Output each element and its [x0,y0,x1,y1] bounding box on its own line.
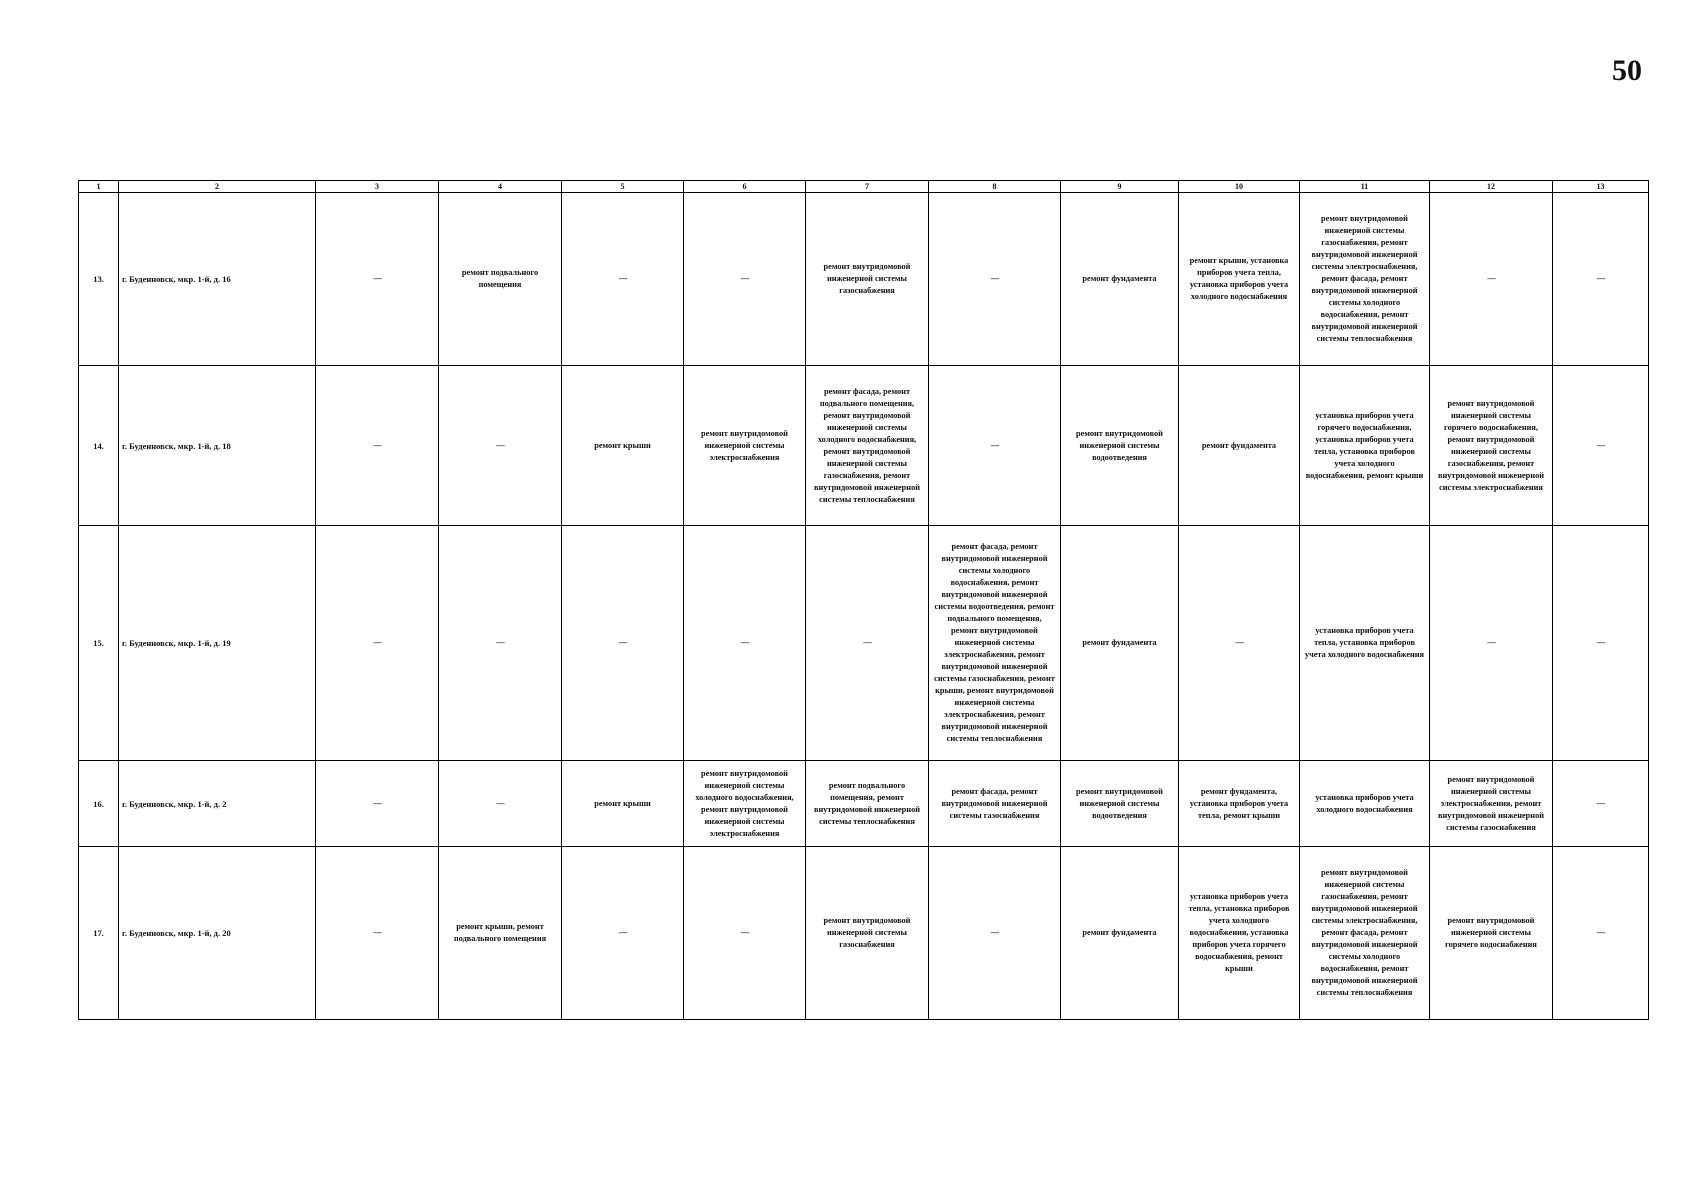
column-header: 12 [1430,181,1553,193]
column-header: 6 [684,181,806,193]
row-address: г. Буденновск, мкр. 1-й, д. 19 [119,526,316,761]
table-cell: ремонт внутридомовой инженерной системы холодного водоснабжения, ремонт внутридомовой инженерной системы электроснабжения [684,761,806,847]
table-cell: — [316,193,439,366]
column-header: 5 [562,181,684,193]
table-cell: ремонт внутридомовой инженерной системы водоотведения [1061,366,1179,526]
table-cell: ремонт фундамента [1061,193,1179,366]
table-cell: — [439,761,562,847]
table-cell: установка приборов учета холодного водоснабжения [1300,761,1430,847]
row-address: г. Буденновск, мкр. 1-й, д. 18 [119,366,316,526]
table-cell: ремонт крыши, установка приборов учета тепла, установка приборов учета холодного водоснабжения [1179,193,1300,366]
column-header: 13 [1553,181,1649,193]
column-header: 8 [929,181,1061,193]
row-number: 14. [79,366,119,526]
table-cell: — [684,193,806,366]
table-cell: установка приборов учета тепла, установка приборов учета холодного водоснабжения [1300,526,1430,761]
table-cell: ремонт внутридомовой инженерной системы газоснабжения [806,847,929,1020]
table-cell: — [1430,526,1553,761]
table-cell: ремонт фасада, ремонт внутридомовой инженерной системы холодного водоснабжения, ремонт внутридомовой инженерной системы водоотведения, ремонт подвального помещения, ремонт внутридомовой инженерной системы электроснабжения, ремонт внутридомовой инженерной системы газоснабжения, ремонт крыши, ремонт внутридомовой инженерной системы электроснабжения, ремонт внутридомовой инженерной системы теплоснабжения [929,526,1061,761]
table-cell: ремонт крыши, ремонт подвального помещения [439,847,562,1020]
table-cell: ремонт фундамента [1061,847,1179,1020]
table-cell: — [562,526,684,761]
row-address: г. Буденновск, мкр. 1-й, д. 16 [119,193,316,366]
table-cell: — [929,847,1061,1020]
table-cell: — [1553,193,1649,366]
column-header: 9 [1061,181,1179,193]
table-cell: — [929,366,1061,526]
table-cell: ремонт внутридомовой инженерной системы электроснабжения, ремонт внутридомовой инженерной системы газоснабжения [1430,761,1553,847]
table-cell: — [929,193,1061,366]
row-number: 16. [79,761,119,847]
column-header: 7 [806,181,929,193]
table-cell: — [1553,847,1649,1020]
table-cell: — [1179,526,1300,761]
table-row [79,193,1649,366]
table-cell: ремонт фасада, ремонт подвального помещения, ремонт внутридомовой инженерной системы холодного водоснабжения, ремонт внутридомовой инженерной системы газоснабжения, ремонт внутридомовой инженерной системы теплоснабжения [806,366,929,526]
table-cell: — [562,193,684,366]
column-header: 2 [119,181,316,193]
table-cell: — [1430,193,1553,366]
column-number-row [79,181,1649,193]
table-cell: — [1553,366,1649,526]
row-number: 15. [79,526,119,761]
table-cell: ремонт фундамента [1061,526,1179,761]
table-cell: ремонт внутридомовой инженерной системы электроснабжения [684,366,806,526]
column-header: 4 [439,181,562,193]
row-address: г. Буденновск, мкр. 1-й, д. 2 [119,761,316,847]
column-header: 11 [1300,181,1430,193]
table-cell: — [316,526,439,761]
table-cell: — [316,847,439,1020]
table-cell: установка приборов учета горячего водоснабжения, установка приборов учета тепла, установка приборов учета холодного водоснабжения, ремонт крыши [1300,366,1430,526]
row-address: г. Буденновск, мкр. 1-й, д. 20 [119,847,316,1020]
table-cell: — [439,526,562,761]
table-cell: — [806,526,929,761]
table-cell: — [1553,526,1649,761]
table-cell: установка приборов учета тепла, установка приборов учета холодного водоснабжения, установка приборов учета горячего водоснабжения, ремонт крыши [1179,847,1300,1020]
table-cell: — [439,366,562,526]
table-cell: ремонт внутридомовой инженерной системы водоотведения [1061,761,1179,847]
table-cell: — [1553,761,1649,847]
table-row [79,526,1649,761]
table-cell: ремонт внутридомовой инженерной системы газоснабжения, ремонт внутридомовой инженерной системы электроснабжения, ремонт фасада, ремонт внутридомовой инженерной системы холодного водоснабжения, ремонт внутридомовой инженерной системы теплоснабжения [1300,193,1430,366]
column-header: 3 [316,181,439,193]
table-cell: ремонт внутридомовой инженерной системы горячего водоснабжения [1430,847,1553,1020]
row-number: 17. [79,847,119,1020]
row-number: 13. [79,193,119,366]
column-header: 10 [1179,181,1300,193]
table-cell: ремонт внутридомовой инженерной системы газоснабжения [806,193,929,366]
table-cell: ремонт крыши [562,366,684,526]
column-header: 1 [79,181,119,193]
table-cell: ремонт внутридомовой инженерной системы горячего водоснабжения, ремонт внутридомовой инженерной системы газоснабжения, ремонт внутридомовой инженерной системы электроснабжения [1430,366,1553,526]
table-cell: ремонт фундамента [1179,366,1300,526]
table-row [79,366,1649,526]
table-cell: ремонт подвального помещения, ремонт внутридомовой инженерной системы теплоснабжения [806,761,929,847]
table-row [79,761,1649,847]
table-cell: — [316,761,439,847]
table-cell: — [684,526,806,761]
table-cell: ремонт подвального помещения [439,193,562,366]
table-cell: ремонт фасада, ремонт внутридомовой инженерной системы газоснабжения [929,761,1061,847]
table-cell: — [684,847,806,1020]
table-cell: ремонт фундамента, установка приборов учета тепла, ремонт крыши [1179,761,1300,847]
table-cell: ремонт крыши [562,761,684,847]
table-cell: ремонт внутридомовой инженерной системы газоснабжения, ремонт внутридомовой инженерной системы электроснабжения, ремонт фасада, ремонт внутридомовой инженерной системы холодного водоснабжения, ремонт внутридомовой инженерной системы теплоснабжения [1300,847,1430,1020]
page-number: 50 [1612,54,1642,87]
table-row [79,847,1649,1020]
repair-schedule-table [78,180,1649,1020]
table-cell: — [562,847,684,1020]
table-cell: — [316,366,439,526]
